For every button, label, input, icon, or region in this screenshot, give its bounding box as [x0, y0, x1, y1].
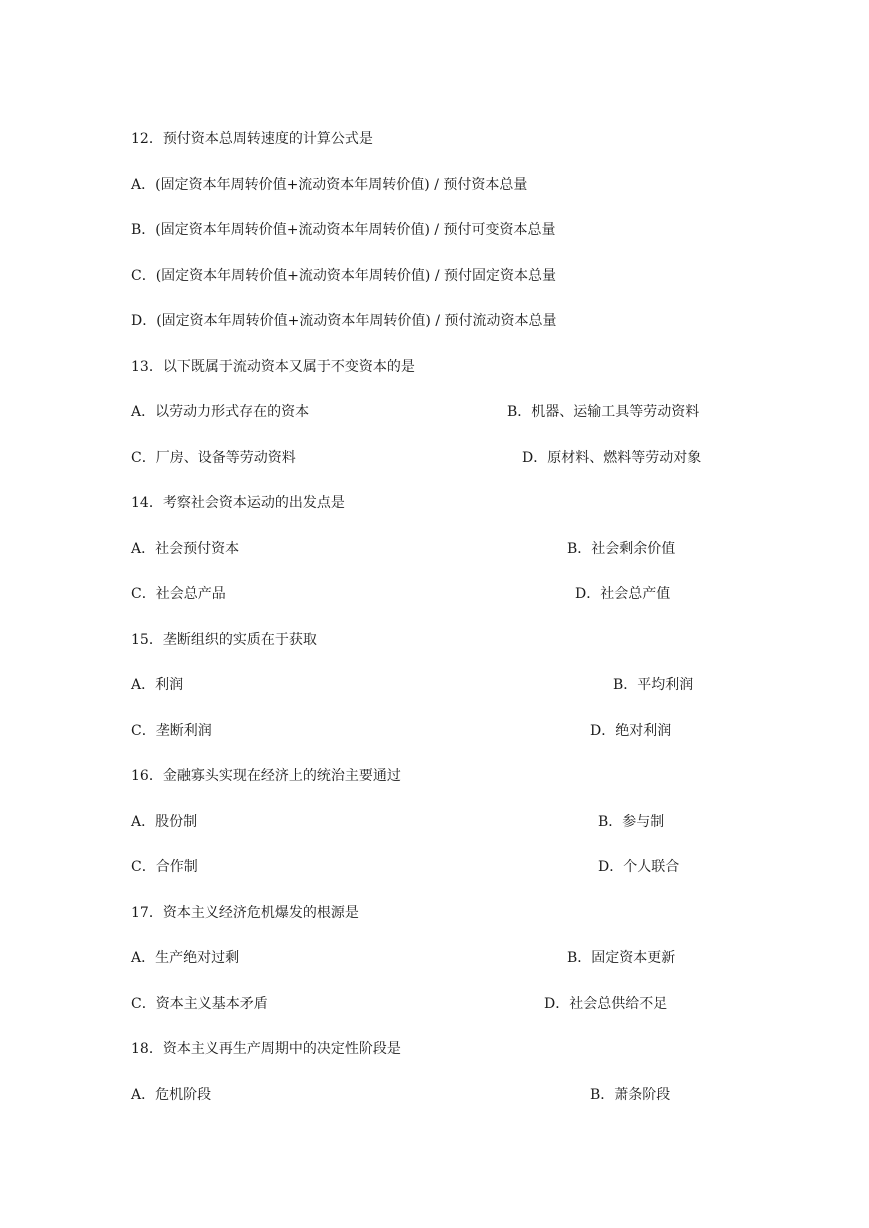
option-a: A．生产绝对过剩: [131, 950, 240, 966]
option-c: C．社会总产品: [131, 586, 226, 602]
option-b: B．机器、运输工具等劳动资料: [507, 404, 700, 420]
option-a: A．利润: [131, 677, 184, 693]
option-b: B．(固定资本年周转价值+流动资本年周转价值) / 预付可变资本总量: [131, 222, 556, 238]
option-d: D．(固定资本年周转价值+流动资本年周转价值) / 预付流动资本总量: [131, 313, 557, 329]
option-c: C．(固定资本年周转价值+流动资本年周转价值) / 预付固定资本总量: [131, 268, 556, 284]
question-stem: 15．垄断组织的实质在于获取: [131, 632, 317, 648]
option-b: B．平均利润: [613, 677, 694, 693]
option-c: C．合作制: [131, 859, 198, 875]
option-b: B．参与制: [598, 814, 665, 830]
option-a: A．股份制: [131, 814, 198, 830]
question-stem: 16．金融寡头实现在经济上的统治主要通过: [131, 768, 401, 784]
question-stem: 13．以下既属于流动资本又属于不变资本的是: [131, 359, 415, 375]
option-d: D．社会总产值: [575, 586, 671, 602]
option-a: A．危机阶段: [131, 1087, 212, 1103]
option-c: C．厂房、设备等劳动资料: [131, 450, 296, 466]
option-d: D．社会总供给不足: [544, 996, 668, 1012]
option-c: C．资本主义基本矛盾: [131, 996, 268, 1012]
option-b: B．社会剩余价值: [567, 541, 676, 557]
option-b: B．萧条阶段: [590, 1087, 671, 1103]
option-a: A．以劳动力形式存在的资本: [131, 404, 310, 420]
question-stem: 14．考察社会资本运动的出发点是: [131, 495, 345, 511]
option-d: D．原材料、燃料等劳动对象: [522, 450, 702, 466]
option-a: A．(固定资本年周转价值+流动资本年周转价值) / 预付资本总量: [131, 177, 528, 193]
option-c: C．垄断利润: [131, 723, 212, 739]
question-stem: 17．资本主义经济危机爆发的根源是: [131, 905, 359, 921]
option-d: D．个人联合: [598, 859, 680, 875]
option-a: A．社会预付资本: [131, 541, 240, 557]
option-d: D．绝对利润: [590, 723, 672, 739]
option-b: B．固定资本更新: [567, 950, 676, 966]
question-stem: 12．预付资本总周转速度的计算公式是: [131, 131, 373, 147]
question-stem: 18．资本主义再生产周期中的决定性阶段是: [131, 1041, 401, 1057]
